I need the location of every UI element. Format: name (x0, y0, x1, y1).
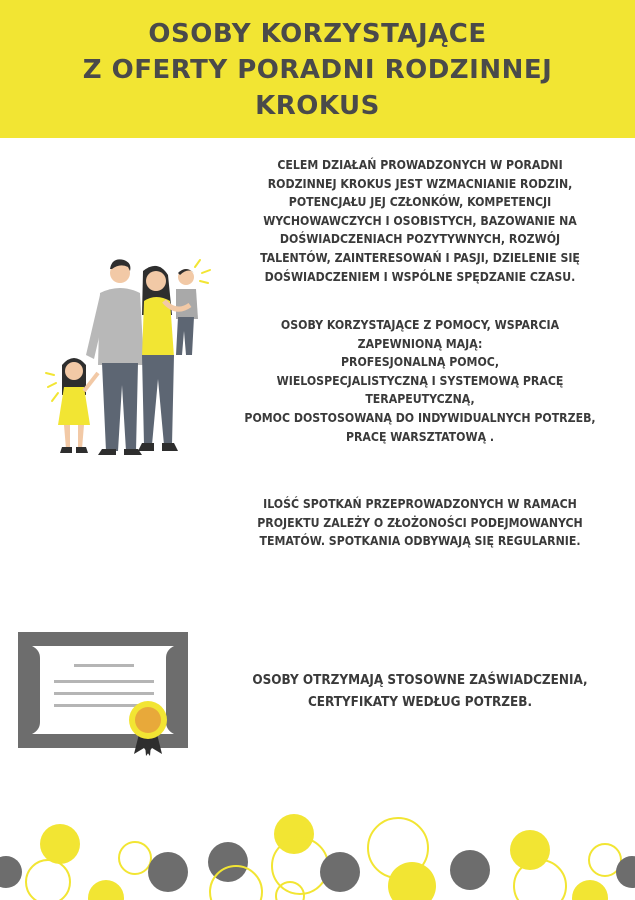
page-title (0, 16, 635, 124)
text-line: WIELOSPECJALISTYCZNĄ I SYSTEMOWĄ PRACĘ (276, 373, 564, 388)
support-paragraph (205, 316, 635, 446)
text-line: CELEM DZIAŁAŃ PROWADZONYCH W PORADNI (277, 158, 563, 172)
text-line: TERAPEUTYCZNĄ, (365, 392, 475, 407)
text-line: TEMATÓW. SPOTKANIA ODBYWAJĄ SIĘ REGULARNIE. (259, 534, 581, 549)
text-line: WYCHOWAWCZYCH I OSOBISTYCH, BAZOWANIE NA (263, 213, 577, 228)
title-line: OSOBY KORZYSTAJĄCE (148, 19, 487, 49)
text-line: DOŚWIADCZENIEM I WSPÓLNE SPĘDZANIE CZASU. (264, 269, 576, 284)
certificate-icon (16, 630, 196, 760)
text-line: POTENCJAŁU JEJ CZŁONKÓW, KOMPETENCJI (288, 195, 552, 210)
decorative-dots (0, 800, 635, 900)
text-line: ZAPEWNIONĄ MAJĄ: (357, 336, 483, 351)
meetings-paragraph (205, 495, 635, 551)
text-line: PRACĘ WARSZTATOWĄ . (345, 429, 495, 444)
text-line: PROFESJONALNĄ POMOC, (341, 355, 499, 370)
text-line: CERTYFIKATY WEDŁUG POTRZEB. (307, 695, 533, 710)
title-line: KROKUS (255, 91, 380, 121)
title-line: Z OFERTY PORADNI RODZINNEJ (82, 55, 553, 85)
text-line: RODZINNEJ KROKUS JEST WZMACNIANIE RODZIN, (267, 176, 573, 191)
text-line: PROJEKTU ZALEŻY O ZŁOŻONOŚCI PODEJMOWANYCH (257, 515, 583, 530)
text-line: OSOBY OTRZYMAJĄ STOSOWNE ZAŚWIADCZENIA, (252, 673, 588, 688)
text-line: ILOŚĆ SPOTKAŃ PRZEPROWADZONYCH W RAMACH (263, 497, 577, 511)
text-line: TALENTÓW, ZAINTERESOWAŃ I PASJI, DZIELENIE SIĘ (260, 250, 580, 265)
goal-paragraph (205, 156, 635, 286)
text-line: POMOC DOSTOSOWANĄ DO INDYWIDUALNYCH POTRZEB, (244, 410, 596, 425)
text-line: DOŚWIADCZENIACH POZYTYWNYCH, ROZWÓJ (279, 232, 561, 247)
text-line: OSOBY KORZYSTAJĄCE Z POMOCY, WSPARCIA (280, 318, 560, 332)
certificates-paragraph (205, 670, 635, 714)
header-banner (0, 0, 635, 138)
family-illustration (40, 255, 220, 465)
